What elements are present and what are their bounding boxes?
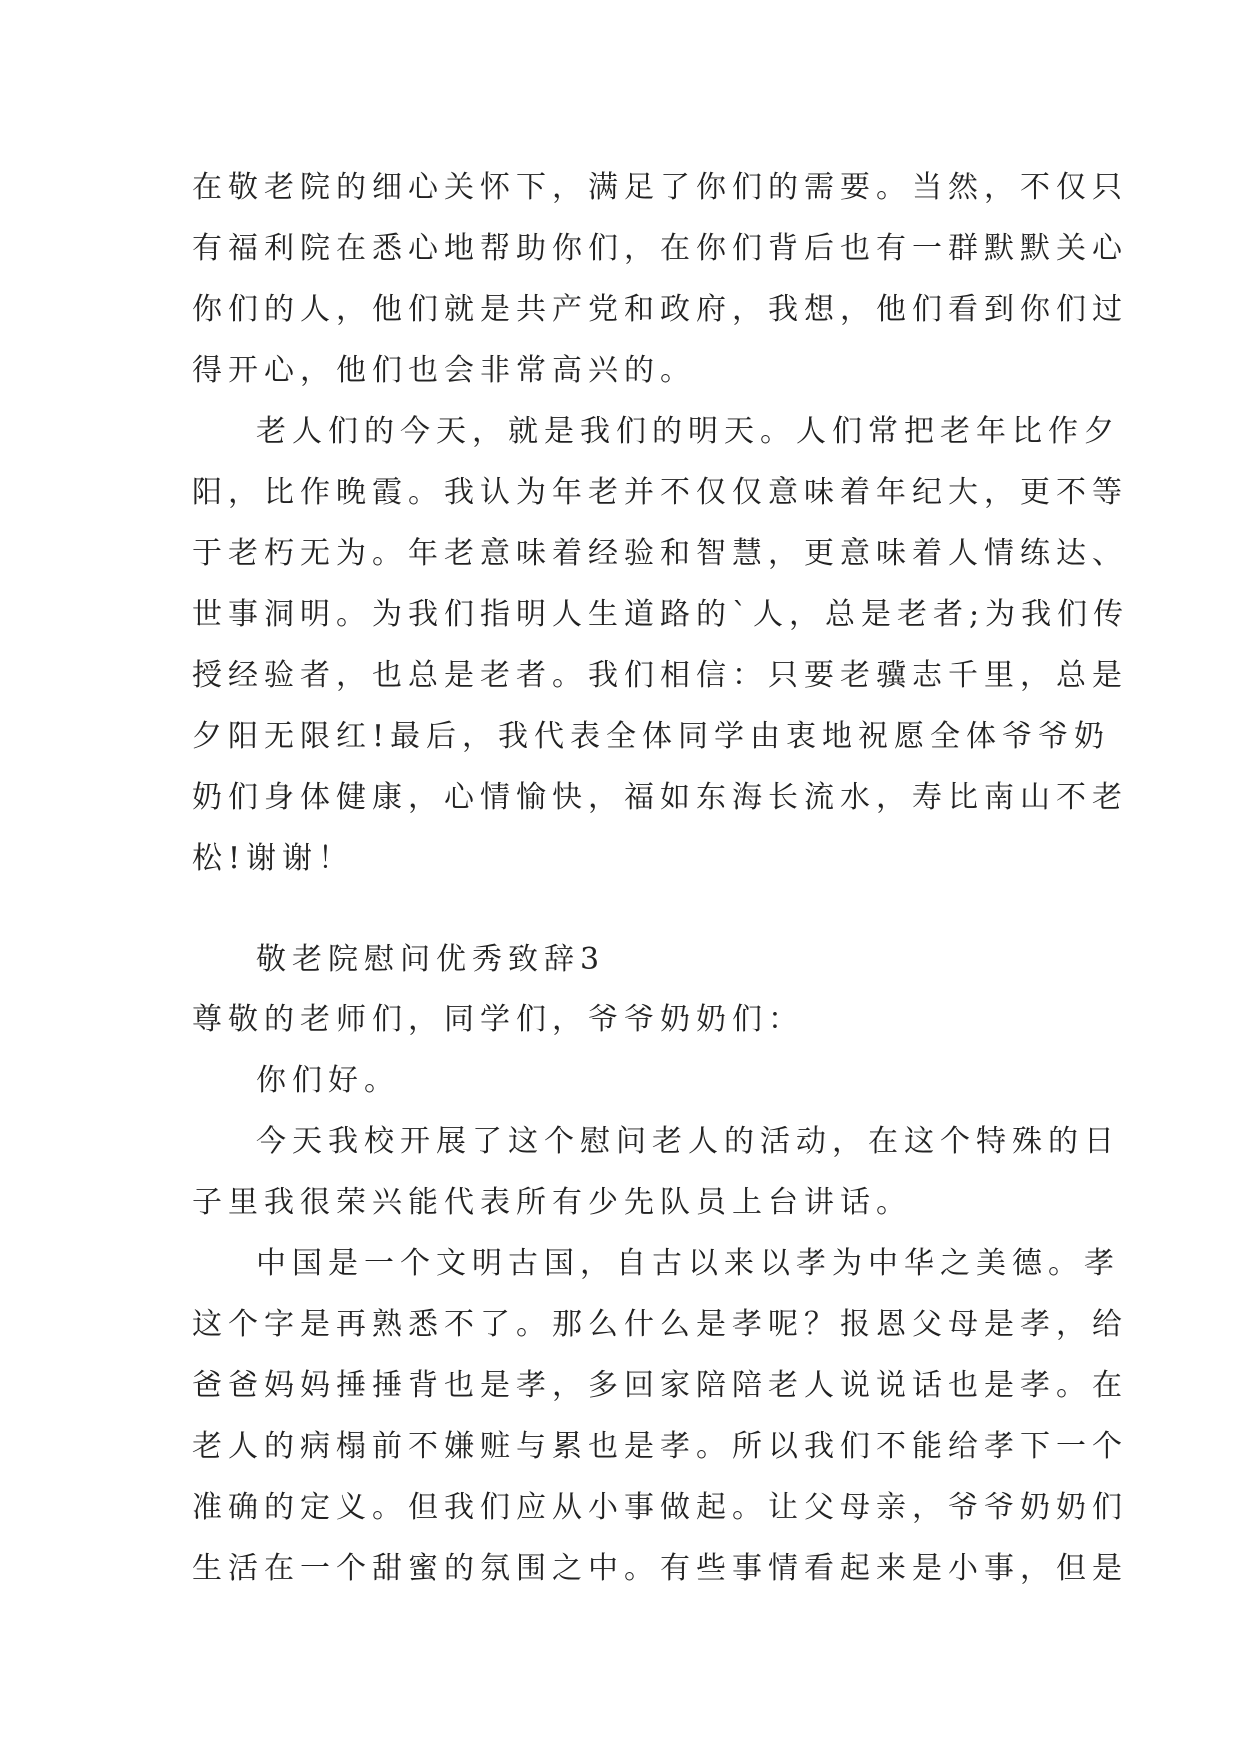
text-line: 今天我校开展了这个慰问老人的活动，在这个特殊的日 (256, 1124, 1120, 1159)
text-line: 奶们身体健康，心情愉快，福如东海长流水，寿比南山不老 (192, 780, 1128, 815)
salutation: 尊敬的老师们，同学们，爷爷奶奶们： (192, 1002, 804, 1037)
text-line: 有福利院在悉心地帮助你们，在你们背后也有一群默默关心 (192, 231, 1128, 266)
text-line: 于老朽无为。年老意味着经验和智慧，更意味着人情练达、 (192, 536, 1128, 571)
text-line: 得开心，他们也会非常高兴的。 (192, 353, 696, 388)
text-line: 子里我很荣兴能代表所有少先队员上台讲话。 (192, 1185, 912, 1220)
text-line: 准确的定义。但我们应从小事做起。让父母亲，爷爷奶奶们 (192, 1490, 1128, 1525)
text-line: 在敬老院的细心关怀下，满足了你们的需要。当然，不仅只 (192, 170, 1128, 205)
text-line: 授经验者，也总是老者。我们相信：只要老骥志千里，总是 (192, 658, 1128, 693)
text-line: 松!谢谢！ (192, 841, 355, 876)
text-line: 生活在一个甜蜜的氛围之中。有些事情看起来是小事，但是 (192, 1551, 1128, 1586)
text-line: 世事洞明。为我们指明人生道路的`人，总是老者;为我们传 (192, 597, 1130, 632)
text-line: 中国是一个文明古国，自古以来以孝为中华之美德。孝 (256, 1246, 1120, 1281)
text-line: 老人们的今天，就是我们的明天。人们常把老年比作夕 (256, 414, 1120, 449)
text-line: 你们的人，他们就是共产党和政府，我想，他们看到你们过 (192, 292, 1128, 327)
text-line: 阳，比作晚霞。我认为年老并不仅仅意味着年纪大，更不等 (192, 475, 1128, 510)
section-title: 敬老院慰问优秀致辞3 (256, 942, 606, 977)
text-line: 夕阳无限红!最后，我代表全体同学由衷地祝愿全体爷爷奶 (192, 719, 1111, 754)
text-line: 这个字是再熟悉不了。那么什么是孝呢？报恩父母是孝，给 (192, 1307, 1128, 1342)
text-line: 老人的病榻前不嫌赃与累也是孝。所以我们不能给孝下一个 (192, 1429, 1128, 1464)
text-line: 爸爸妈妈捶捶背也是孝，多回家陪陪老人说说话也是孝。在 (192, 1368, 1128, 1403)
greeting: 你们好。 (256, 1063, 400, 1098)
